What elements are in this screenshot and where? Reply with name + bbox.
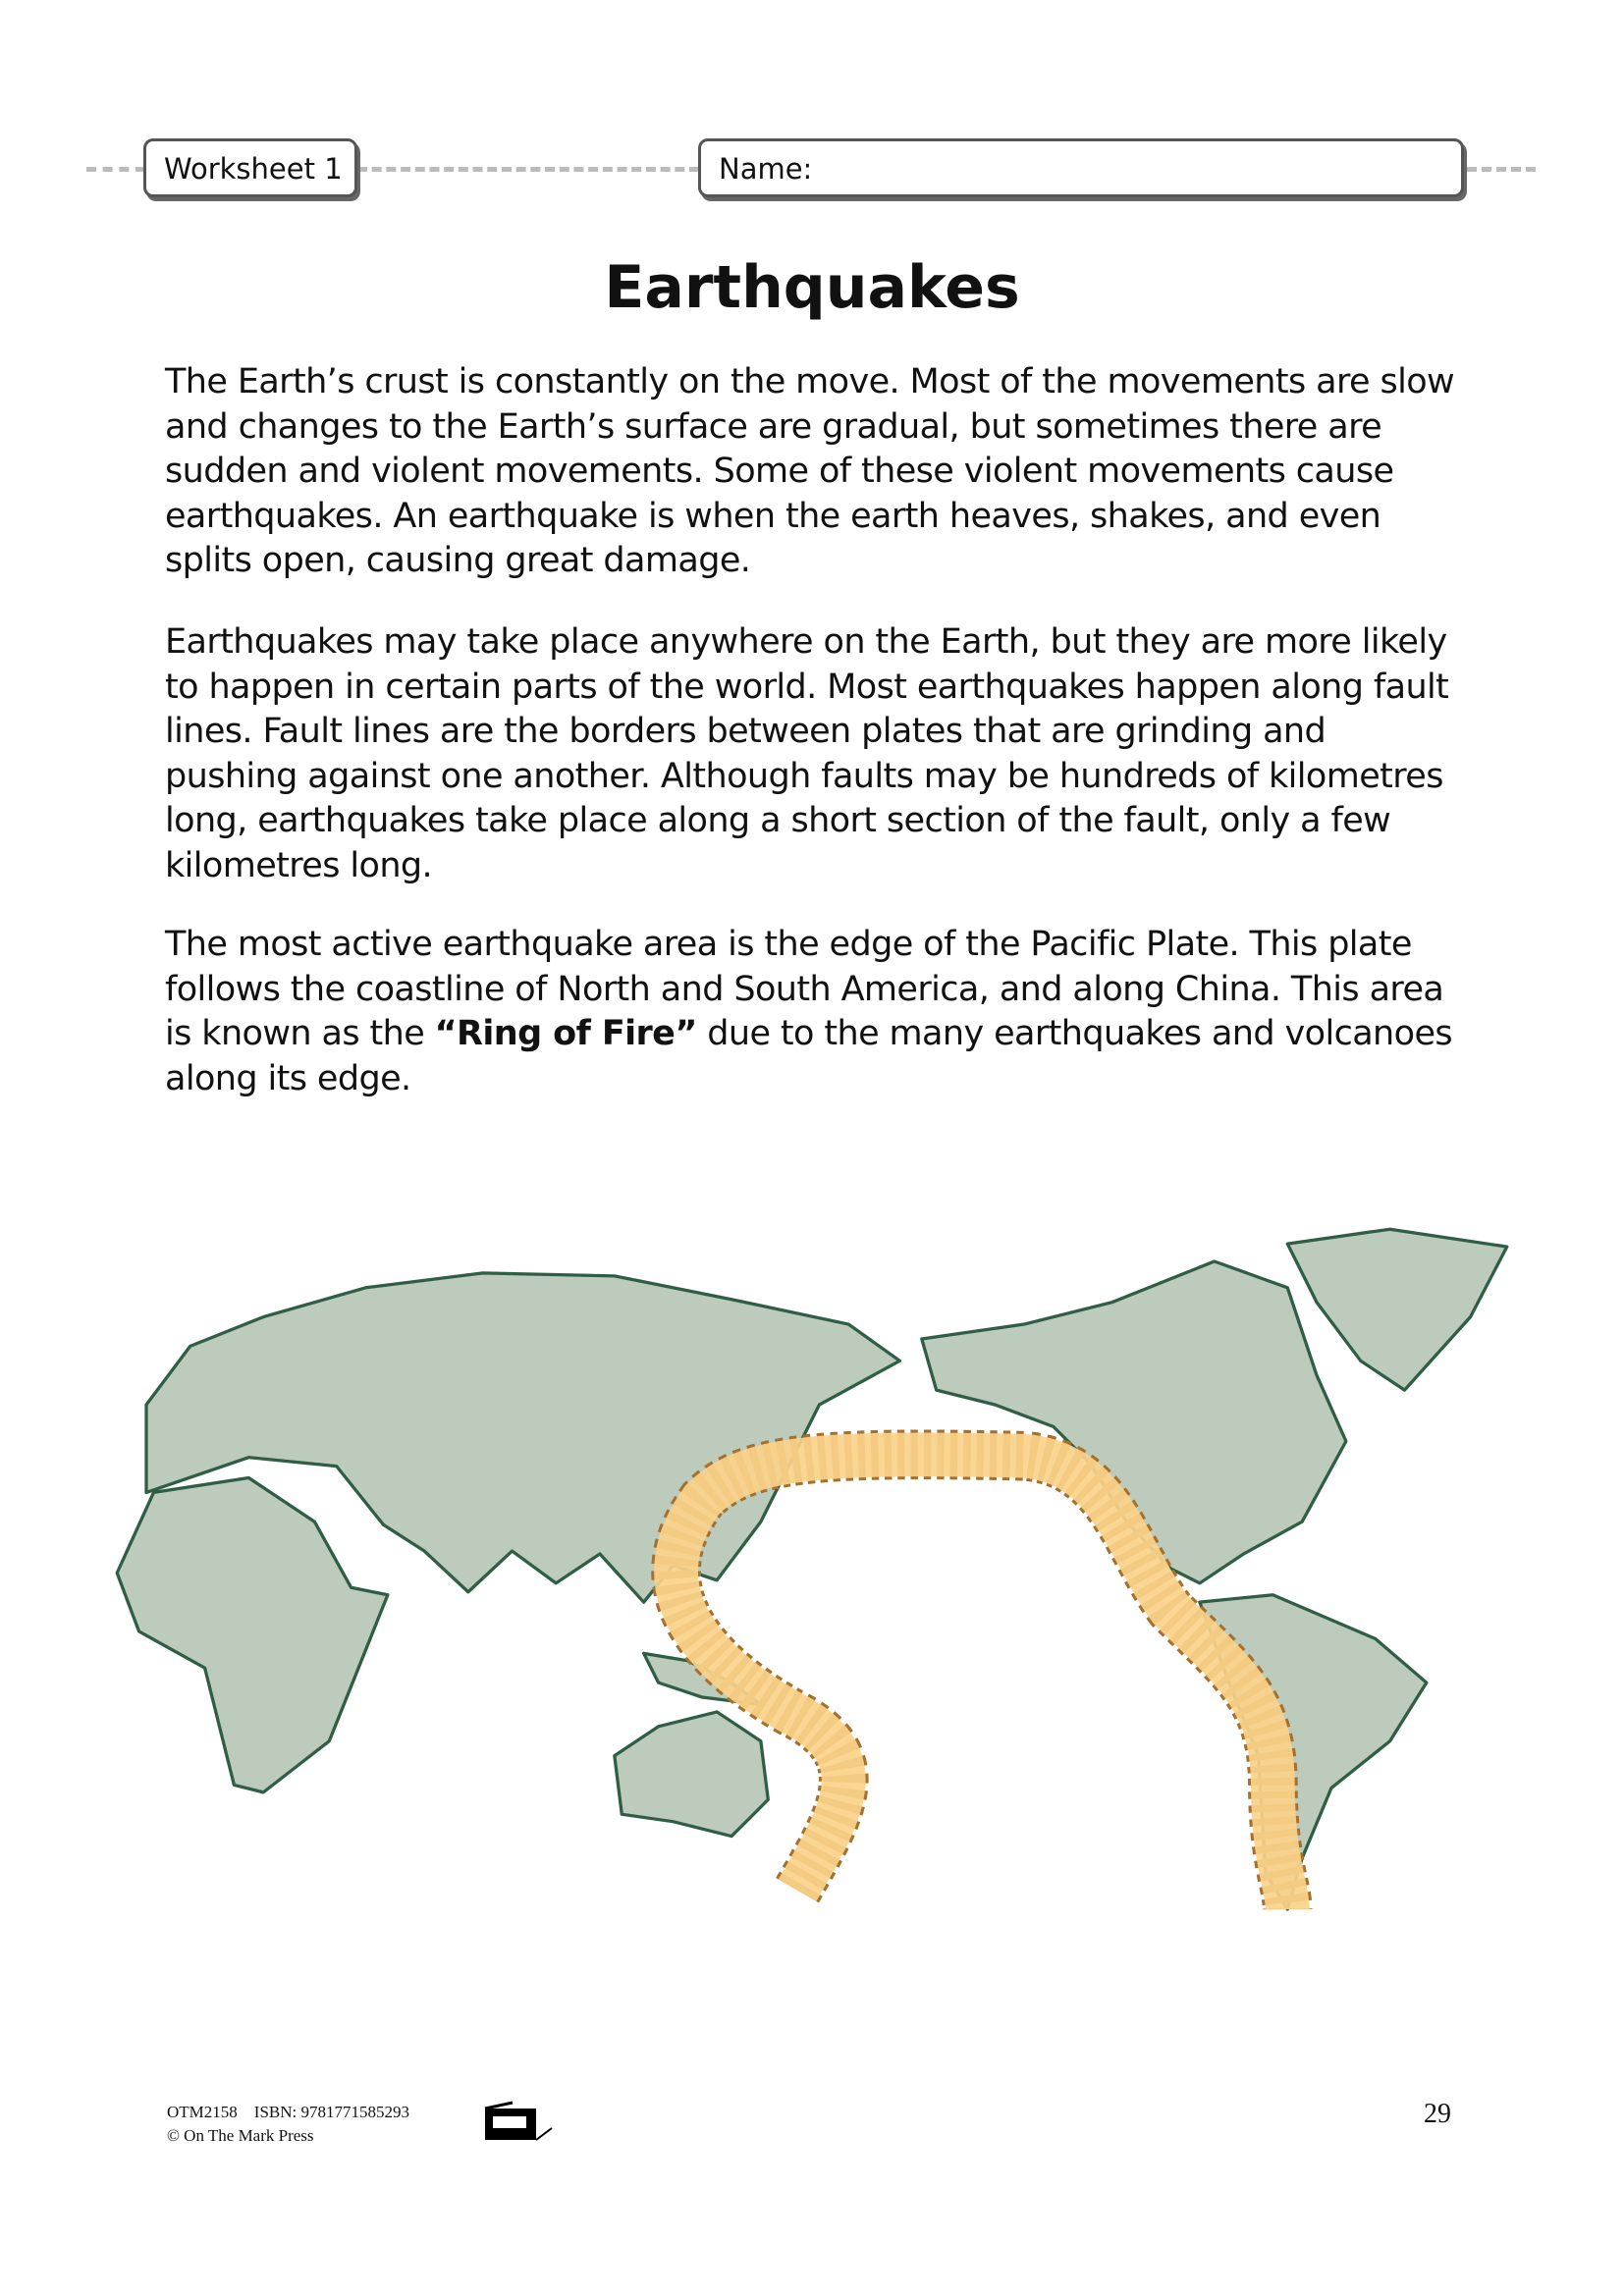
paragraph-1: The Earth’s crust is constantly on the move. Most of the movements are slow and changes to the Earth’s surface are gradual, but sometimes there are sudden and violent movements. Some of these violent movements cause earthquakes. An earthquake is when the earth heaves, shakes, and even splits open, causing great damage. xyxy=(165,362,1455,580)
text: The most active earthquake area is the edge of the Pacific Plate. This plate follows the coastline of North and South America, and along China. This area is known as the xyxy=(165,925,1444,1053)
page-title: Earthquakes xyxy=(604,253,1020,322)
ring-of-fire-term: “Ring of Fire” xyxy=(434,1014,697,1053)
africa xyxy=(117,1478,388,1792)
isbn: OTM2158 ISBN: 9781771585293 xyxy=(167,2103,409,2121)
worksheet-label: Worksheet 1 xyxy=(143,138,357,197)
text: due to the many earthquakes and volcanoes along its edge. xyxy=(165,1014,1453,1098)
australia xyxy=(615,1712,768,1837)
publisher-logo-icon xyxy=(483,2101,560,2142)
footer-info xyxy=(167,2101,409,2148)
copyright: © On The Mark Press xyxy=(167,2126,314,2145)
greenland xyxy=(1287,1229,1507,1390)
paragraph-2: Earthquakes may take place anywhere on the Earth, but they are more likely to happen in certain parts of the world. Most earthquakes happen along fault lines. Fault lines are the borders between plates that are grinding and pushing against one another. Although faults may be hundreds of kilometres long, earthquakes take place along a short section of the fault, only a few kilometres long. xyxy=(165,622,1449,885)
name-field[interactable]: Name: xyxy=(698,138,1464,197)
page-number: 29 xyxy=(1424,2099,1451,2129)
